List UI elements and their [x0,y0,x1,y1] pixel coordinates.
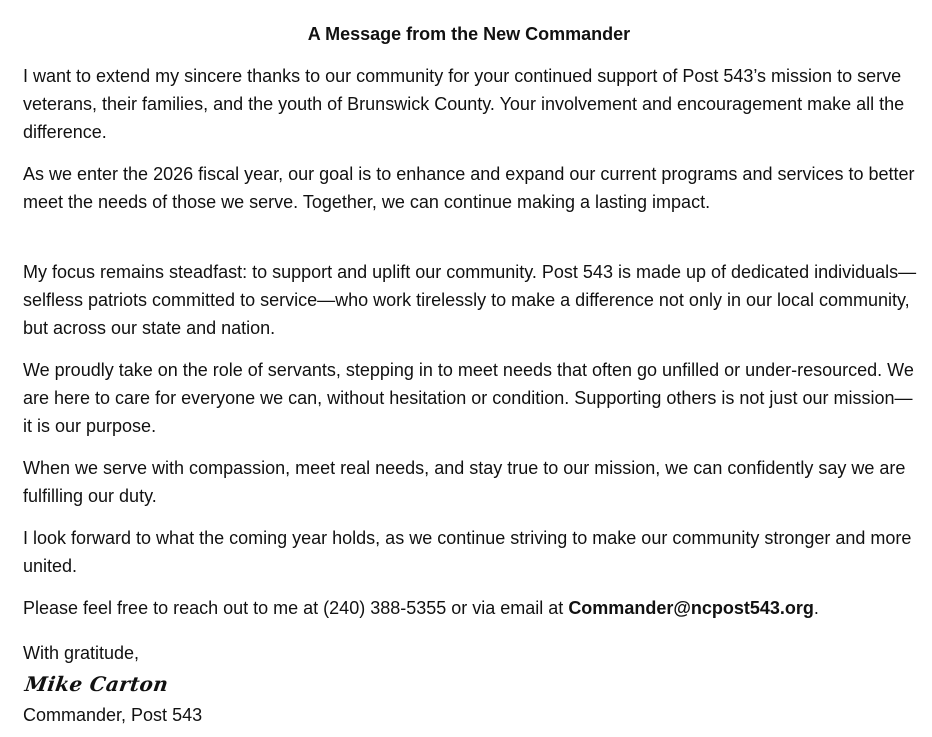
paragraph-compassion: When we serve with compassion, meet real needs, and stay true to our mission, we can confidently say we are fulfilling our duty. [23,458,906,506]
closing-salutation: With gratitude, [23,643,140,663]
paragraph-coming-year: I look forward to what the coming year holds, as we continue striving to make our community stronger and more united. [23,528,912,576]
paragraph-fiscal-year: As we enter the 2026 fiscal year, our goal is to enhance and expand our current programs and services to better meet the needs of those we serve. Together, we can continue making a lasting impact. [23,164,915,212]
contact-paragraph [23,594,918,622]
paragraph-servants: We proudly take on the role of servants, stepping in to meet needs that often go unfilled or under-resourced. We are here to care for everyone we can, without hesitation or condition. Supporting others is not just our mission—it is our purpose. [23,360,914,436]
signature: Mike Carton [23,672,170,696]
contact-text: Please feel free to reach out to me at (240) 388-5355 or via email at [23,598,569,618]
paragraph-focus: My focus remains steadfast: to support and uplift our community. Post 543 is made up of dedicated individuals—selfless patriots committed to service—who work tirelessly to make a difference not only in our local community, but across our state and nation. [23,262,917,338]
paragraph-thanks: I want to extend my sincere thanks to our community for your continued support of Post 543’s mission to serve veterans, their families, and the youth of Brunswick County. Your involvement and encouragement make all the difference. [23,66,905,142]
contact-suffix: . [813,598,819,618]
page-title: A Message from the New Commander [307,24,631,44]
signer-title: Commander, Post 543 [23,705,203,725]
email-link[interactable]: Commander@ncpost543.org [568,598,814,618]
